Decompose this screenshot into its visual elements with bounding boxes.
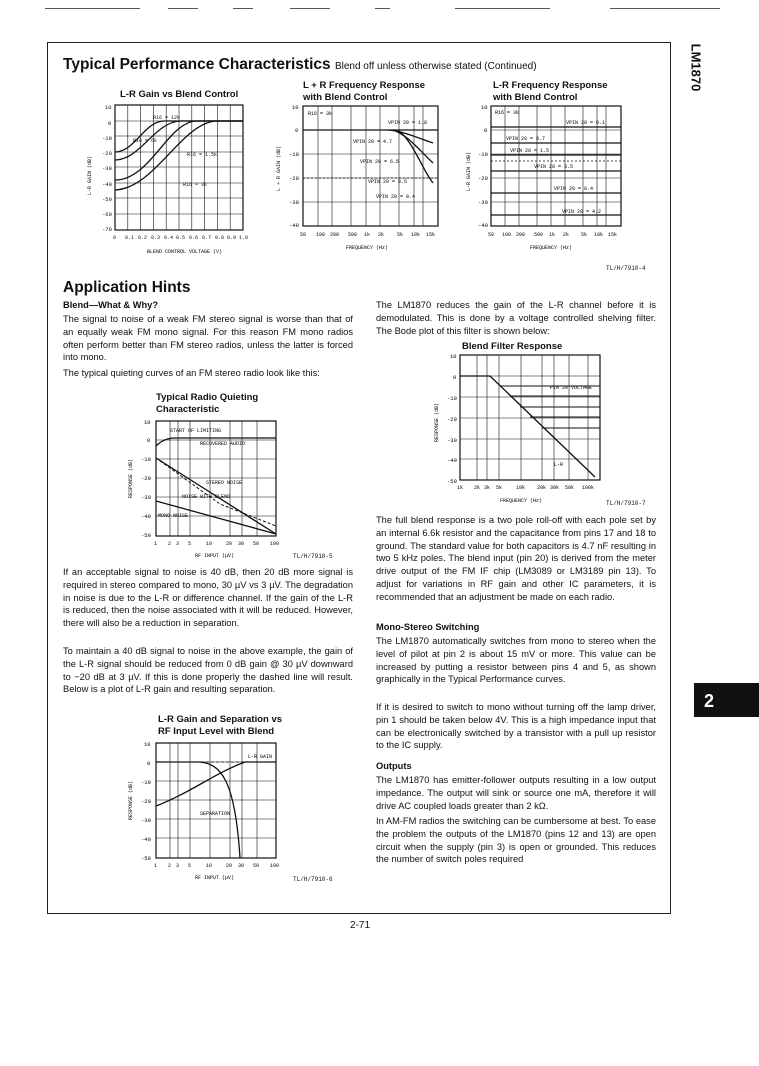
chart1-ytick: -20 (102, 150, 112, 157)
chart2-ylabel: L + R GAIN (dB) (276, 145, 282, 191)
chart1-label: R16 = 6k (133, 138, 158, 144)
svg-text:-20: -20 (141, 475, 151, 482)
chart5-label: L-R GAIN (248, 754, 273, 760)
chart1-xtick: 0.1 (125, 235, 135, 241)
svg-text:20: 20 (226, 863, 233, 869)
svg-text:-10: -10 (289, 151, 299, 158)
svg-text:3: 3 (176, 541, 180, 547)
svg-text:-40: -40 (141, 513, 151, 520)
chart1-xtick: 0.4 (164, 235, 174, 241)
svg-text:30k: 30k (550, 485, 560, 491)
svg-text:50: 50 (300, 232, 307, 238)
svg-text:-40: -40 (289, 222, 299, 229)
svg-text:15k: 15k (608, 232, 618, 238)
chart2-lr-sum-frequency (268, 103, 448, 258)
svg-text:10: 10 (144, 741, 151, 748)
chart3-label: VPIN 20 = 1.5 (510, 148, 550, 154)
chart5-ref: TL/H/7910-6 (293, 876, 333, 883)
svg-text:2: 2 (168, 863, 172, 869)
svg-text:-30: -30 (478, 199, 488, 206)
chart1-label: R16 = 12k (153, 115, 181, 121)
part-number: LM1870 (688, 43, 704, 92)
svg-text:200: 200 (516, 232, 526, 238)
chart1-xtick: 0.2 (138, 235, 148, 241)
chart1-ytick: -50 (102, 196, 112, 203)
chart4-ylabel: RESPONSE (dB) (128, 458, 134, 498)
chart5-xlabel: RF INPUT (µV) (195, 875, 235, 881)
svg-text:1k: 1k (549, 232, 556, 238)
chart1-xlabel: BLEND CONTROL VOLTAGE (V) (147, 249, 223, 255)
svg-text:-50: -50 (447, 478, 457, 485)
chart3-title-line2: with Blend Control (493, 92, 578, 103)
svg-text:-10: -10 (141, 779, 151, 786)
chart2-title-line1: L + R Frequency Response (303, 80, 426, 91)
chart1-ytick: -10 (102, 135, 112, 142)
svg-text:500: 500 (348, 232, 358, 238)
right-paragraph-2: The full blend response is a two pole roll-off with each pole set by an internal 6.6k resistor and the capacitance from pins 17 and 18 to ground. The standard value for both capacitors is 4.7 nF resulting in two 5 kHz poles. The blend input (pin 20) is derived from the meter drive output of the FM IF chip (LM3089 or LM3189 pin 13). To adjust for variations in RF gain and other IC parameters, it is recommended that an adjustment be made on each radio. (376, 515, 656, 602)
chart1-ytick: -40 (102, 181, 112, 188)
application-hints-title: Application Hints (63, 279, 191, 296)
svg-text:2k: 2k (563, 232, 570, 238)
chart1-xtick: 1.0 (239, 235, 249, 241)
left-paragraph-2: The typical quieting curves of an FM stereo radio look like this: (63, 368, 320, 378)
svg-text:-30: -30 (141, 817, 151, 824)
chart6-ylabel: RESPONSE (dB) (434, 402, 440, 442)
svg-text:30: 30 (238, 541, 245, 547)
chart3-label: VPIN 20 = 3.5 (534, 164, 574, 170)
svg-text:-10: -10 (141, 456, 151, 463)
chart1-ylabel: L-R GAIN (dB) (87, 155, 93, 195)
svg-text:-40: -40 (447, 457, 457, 464)
svg-text:2: 2 (168, 541, 172, 547)
section-title (63, 56, 537, 74)
top-rule (455, 8, 550, 9)
svg-text:-30: -30 (289, 199, 299, 206)
page-number: 2-71 (350, 920, 371, 931)
chart4-label: START OF LIMITING (170, 428, 222, 434)
svg-text:15k: 15k (426, 232, 436, 238)
chart1-ytick: 10 (105, 104, 112, 111)
svg-text:5k: 5k (496, 485, 503, 491)
chart1-xtick: 0.6 (189, 235, 199, 241)
svg-text:100: 100 (316, 232, 326, 238)
svg-text:-30: -30 (447, 437, 457, 444)
svg-text:5: 5 (188, 863, 192, 869)
svg-text:-40: -40 (478, 222, 488, 229)
svg-text:5k: 5k (397, 232, 404, 238)
section-subtitle: Blend off unless otherwise stated (Continued) (334, 61, 537, 72)
chart5-title-line2: RF Input Level with Blend (158, 726, 275, 737)
chart3-xlabel: FREQUENCY (Hz) (530, 245, 573, 251)
right-paragraph-3: The LM1870 automatically switches from mono to stereo when the level of pilot at pin 2 is about 15 mV or more. This value can be increased by putting a resistor between pins 4 and 5, as shown graphically in the Typical Performance curves. (376, 636, 656, 685)
chart1-lr-gain-vs-blend (75, 100, 265, 260)
svg-text:1: 1 (154, 541, 158, 547)
svg-text:3: 3 (176, 863, 180, 869)
chart2-label: R16 = 3k (308, 111, 333, 117)
svg-text:-20: -20 (141, 798, 151, 805)
heading-mono-stereo: Mono-Stereo Switching (376, 622, 480, 632)
chart1-ytick: -30 (102, 165, 112, 172)
chart6-blend-filter (430, 352, 630, 510)
left-paragraph-1: The signal to noise of a weak FM stereo signal is worse than that of an equally weak FM mono signal. For this reason FM mono radios often perform better than FM stereo radios, unless the latter is forced into mono. (63, 314, 353, 363)
svg-text:1: 1 (154, 863, 158, 869)
svg-text:-50: -50 (141, 532, 151, 539)
chart2-title-line2: with Blend Control (303, 92, 388, 103)
right-paragraph-6: In AM-FM radios the switching can be cumbersome at best. To ease the problem the outputs of the LM1870 (pins 12 and 13) are open circuit when the supply (pin 3) is open or grounded. This reduces the number of switch poles required (376, 816, 656, 865)
chart1-xtick: 0 (113, 235, 117, 241)
chart1-label: R16 = 1.5k (187, 152, 218, 158)
chart2-label: VPIN 20 = 6.5 (360, 159, 400, 165)
svg-text:10k: 10k (516, 485, 526, 491)
chart3-label: VPIN 20 = 4.2 (562, 209, 602, 215)
chart3-lr-diff-frequency (458, 103, 633, 258)
chart5-gain-separation (120, 738, 305, 888)
svg-text:-20: -20 (478, 175, 488, 182)
svg-text:-50: -50 (141, 855, 151, 862)
chart2-label: VPIN 20 = 8.4 (376, 194, 416, 200)
chart3-ylabel: L-R GAIN (dB) (466, 151, 472, 191)
svg-text:50k: 50k (565, 485, 575, 491)
chart1-xtick: 0.5 (176, 235, 186, 241)
svg-text:-20: -20 (447, 416, 457, 423)
chart6-label: PIN 20 VOLTAGE (550, 385, 593, 391)
svg-text:3k: 3k (484, 485, 491, 491)
svg-text:-20: -20 (289, 175, 299, 182)
chart4-xlabel: RF INPUT (µV) (195, 553, 235, 559)
chart5-ylabel: RESPONSE (dB) (128, 780, 134, 820)
chart4-label: RECOVERED AUDIO (200, 441, 246, 447)
svg-text:20: 20 (226, 541, 233, 547)
chart2-label: VPIN 20 = 1.8 (388, 120, 428, 126)
chart1-title: L-R Gain vs Blend Control (120, 89, 239, 100)
right-paragraph-1: The LM1870 reduces the gain of the L-R channel before it is demodulated. This is done by a voltage controlled shelving filter. The Bode plot of this filter is shown below: (376, 300, 656, 336)
chart4-label: MONO NOISE (158, 513, 189, 519)
chart2-xlabel: FREQUENCY (Hz) (346, 245, 389, 251)
svg-text:-40: -40 (141, 836, 151, 843)
chart5-title-line1: L-R Gain and Separation vs (158, 714, 283, 725)
svg-text:10: 10 (206, 863, 213, 869)
right-paragraph-5: The LM1870 has emitter-follower outputs resulting in a low output impedance. The output will sink or source one mA, therefore it will drive AC coupled loads greater than 2 kΩ. (376, 775, 656, 811)
top-rule (45, 8, 140, 9)
chart1-xtick: 0.9 (227, 235, 237, 241)
chart3-label: R16 = 3k (495, 110, 520, 116)
svg-text:0: 0 (295, 127, 299, 134)
right-paragraph-4: If it is desired to switch to mono without turning off the lamp driver, pin 1 should be taken below 4V. This is a high impedance input that can be electronically switched by a transistor with a pull up resistor to the IC supply. (376, 702, 656, 751)
chart6-ref: TL/H/7910-7 (606, 500, 646, 507)
svg-text:2k: 2k (474, 485, 481, 491)
svg-text:10: 10 (292, 104, 299, 111)
chart1-ytick: -70 (102, 226, 112, 233)
chart4-label: NOISE WITH BLEND (182, 494, 231, 500)
chart1-ytick: 0 (108, 120, 112, 127)
chart1-label: R16 = 3k (183, 182, 208, 188)
figure-ref: TL/H/7910-4 (606, 265, 646, 272)
left-paragraph-4: To maintain a 40 dB signal to noise in the above example, the gain of the L-R signal should be reduced from 0 dB gain @ 30 µV downward to −20 dB at 3 µV. If this is done properly the dashed line will result. Below is a plot of L-R gain and resulting separation. (63, 646, 353, 695)
svg-text:0: 0 (484, 127, 488, 134)
svg-text:0: 0 (147, 760, 151, 767)
section-tab (694, 683, 759, 717)
chart4-label: STEREO NOISE (206, 480, 243, 486)
chart4-radio-quieting (120, 416, 305, 566)
svg-text:-10: -10 (478, 151, 488, 158)
svg-text:1k: 1k (457, 485, 464, 491)
chart5-label: SEPARATION (200, 811, 231, 817)
top-rule (290, 8, 330, 9)
chart4-title-line1: Typical Radio Quieting (156, 392, 259, 403)
top-rule (168, 8, 198, 9)
chart4-title-line2: Characteristic (156, 404, 220, 415)
svg-text:-30: -30 (141, 494, 151, 501)
left-paragraph-3: If an acceptable signal to noise is 40 dB, then 20 dB more signal is required in stereo compared to mono, 30 µV vs 3 µV. The degradation in noise is due to the L-R or difference channel. If the gain of the L-R is reduced, then the noise associated with it will be reduced. However, there will also be a reduction in separation. (63, 567, 353, 629)
chart4-ref: TL/H/7910-5 (293, 553, 333, 560)
chart3-title-line1: L-R Frequency Response (493, 80, 608, 91)
svg-text:100k: 100k (582, 485, 595, 491)
section-title-text: Typical Performance Characteristics (63, 56, 331, 73)
svg-text:1k: 1k (364, 232, 371, 238)
svg-text:100: 100 (270, 541, 280, 547)
top-rule (375, 8, 390, 9)
chart6-label: L-R (554, 462, 564, 468)
chart3-label: VPIN 20 = 0.4 (554, 186, 594, 192)
chart2-label: VPIN 20 = 8.5 (368, 179, 408, 185)
svg-text:2k: 2k (378, 232, 385, 238)
svg-text:50: 50 (253, 541, 260, 547)
svg-text:10: 10 (481, 104, 488, 111)
chart3-label: VPIN 20 = 0.1 (566, 120, 606, 126)
chart6-title: Blend Filter Response (462, 341, 563, 352)
top-rule (610, 8, 720, 9)
svg-text:5k: 5k (581, 232, 588, 238)
top-rule (233, 8, 253, 9)
svg-text:100: 100 (502, 232, 512, 238)
svg-text:10k: 10k (411, 232, 421, 238)
svg-text:20k: 20k (537, 485, 547, 491)
svg-text:50: 50 (253, 863, 260, 869)
chart3-label: VPIN 20 = 0.7 (506, 136, 546, 142)
svg-text:-10: -10 (447, 395, 457, 402)
svg-text:10: 10 (450, 353, 457, 360)
svg-text:0: 0 (453, 374, 457, 381)
svg-text:30: 30 (238, 863, 245, 869)
svg-text:200: 200 (330, 232, 340, 238)
chart1-xtick: 0.3 (151, 235, 161, 241)
part-number-sidebar (684, 38, 704, 98)
chart1-xtick: 0.8 (215, 235, 225, 241)
svg-text:5: 5 (188, 541, 192, 547)
svg-text:0: 0 (147, 437, 151, 444)
svg-text:100: 100 (270, 863, 280, 869)
chart1-ytick: -60 (102, 211, 112, 218)
section-tab-number: 2 (704, 691, 715, 711)
svg-text:10: 10 (206, 541, 213, 547)
chart6-xlabel: FREQUENCY (Hz) (500, 498, 543, 504)
heading-outputs: Outputs (376, 761, 412, 771)
chart2-label: VPIN 20 = 4.7 (353, 139, 393, 145)
svg-text:50: 50 (488, 232, 495, 238)
svg-text:500: 500 (534, 232, 544, 238)
chart1-xtick: 0.7 (202, 235, 212, 241)
svg-text:10k: 10k (594, 232, 604, 238)
svg-text:10: 10 (144, 419, 151, 426)
heading-blend: Blend—What & Why? (63, 300, 159, 310)
